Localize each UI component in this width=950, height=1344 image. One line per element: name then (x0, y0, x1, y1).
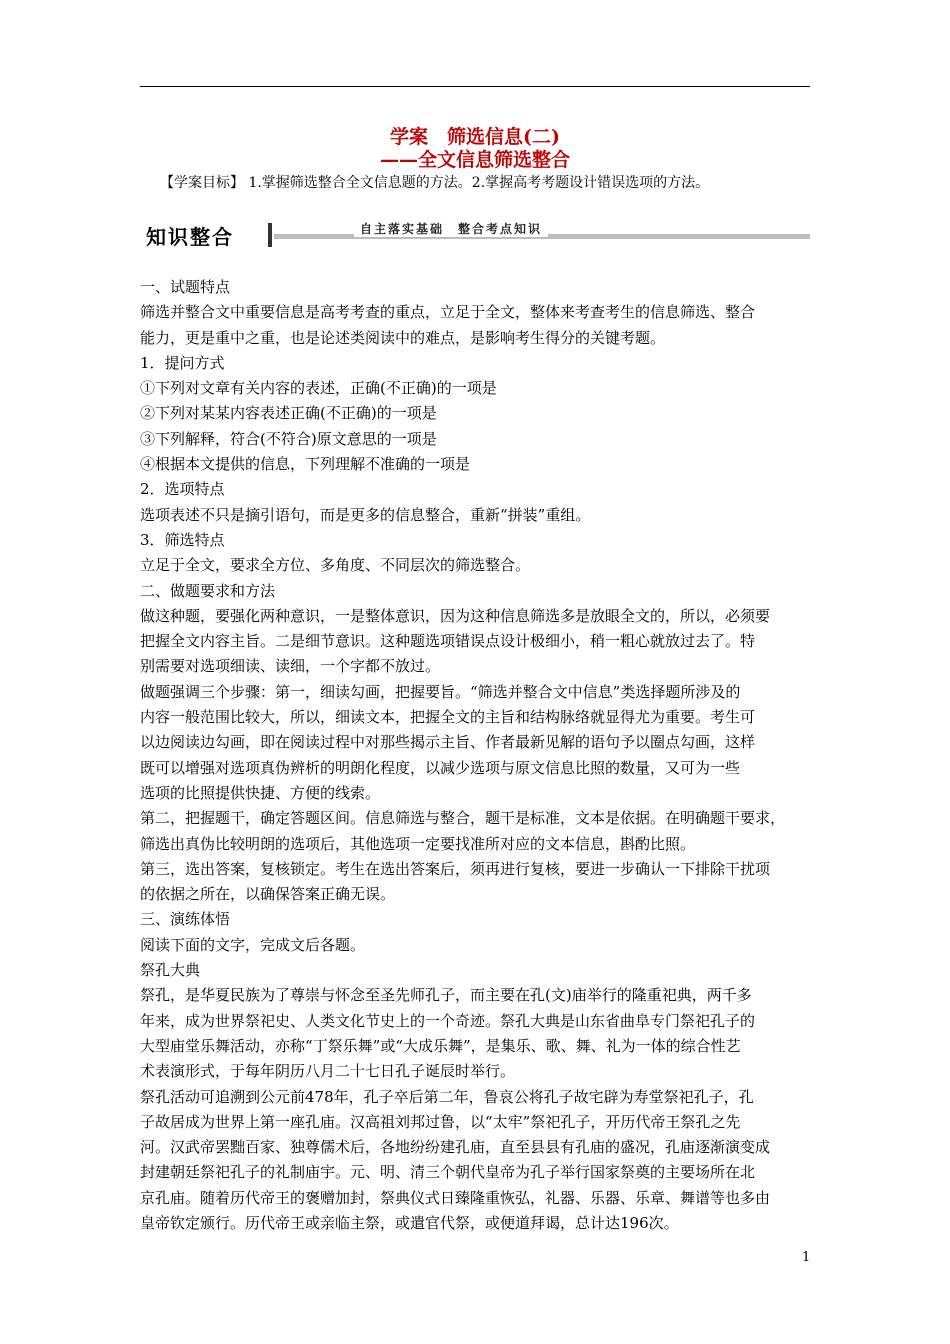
text-line: 既可以增强对选项真伪辨析的明朗化程度，以减少选项与原文信息比照的数量，又可为一些 (140, 758, 741, 777)
text-line: 第二，把握题干，确定答题区间。信息筛选与整合，题干是标准，文本是依据。在明确题干要求， (140, 809, 786, 828)
header-rule (140, 86, 810, 87)
text-line: ④根据本文提供的信息，下列理解不准确的一项是 (140, 455, 471, 474)
text-line: ①下列对文章有关内容的表述，正确(不正确)的一项是 (140, 379, 497, 398)
text-line: 第三，选出答案，复核锁定。考生在选出答案后，须再进行复核，要进一步确认一下排除干扰项 (140, 859, 771, 878)
text-line: ②下列对某某内容表述正确(不正确)的一项是 (140, 404, 437, 423)
text-line: 祭孔大典 (140, 961, 201, 980)
text-line: 筛选出真伪比较明朗的选项后，其他选项一定要找准所对应的文本信息，斟酌比照。 (140, 834, 696, 853)
text-line: 一、试题特点 (140, 278, 231, 296)
text-line: ③下列解释，符合(不符合)原文意思的一项是 (140, 429, 437, 448)
text-line: 阅读下面的文字，完成文后各题。 (140, 935, 366, 954)
text-line: 皇帝钦定颁行。历代帝王或亲临主祭，或遣官代祭，或便道拜谒，总计达196次。 (140, 1213, 679, 1232)
banner-divider (268, 223, 272, 247)
text-line: 选项的比照提供快捷、方便的线索。 (140, 783, 381, 802)
body-text (140, 275, 812, 1236)
text-line: 筛选并整合文中重要信息是高考考查的重点，立足于全文，整体来考查考生的信息筛选、整合 (140, 303, 756, 322)
page-title: 学案 筛选信息(二) (390, 126, 560, 148)
text-line: 三、演练体悟 (140, 910, 231, 929)
text-line: 大型庙堂乐舞活动，亦称“丁祭乐舞”或“大成乐舞”，是集乐、歌、舞、礼为一体的综合性艺 (140, 1036, 741, 1055)
text-line: 做这种题，要强化两种意识，一是整体意识，因为这种信息筛选多是放眼全文的，所以，必须要 (140, 606, 771, 625)
text-line: 3．筛选特点 (140, 530, 225, 549)
text-line: 能力，更是重中之重，也是论述类阅读中的难点，是影响考生得分的关键考题。 (140, 328, 666, 347)
text-line: 别需要对选项细读、读细，一个字都不放过。 (140, 657, 441, 676)
text-line: 做题强调三个步骤：第一，细读勾画，把握要旨。“筛选并整合文中信息”类选择题所涉及的 (140, 682, 741, 701)
text-line: 把握全文内容主旨。二是细节意识。这种题选项错误点设计极细小，稍一粗心就放过去了。特 (140, 632, 756, 651)
text-line: 子故居成为世界上第一座孔庙。汉高祖刘邦过鲁，以“太牢”祭祀孔子，开历代帝王祭孔之先 (140, 1112, 741, 1131)
text-line: 京孔庙。随着历代帝王的褒赠加封，祭典仪式日臻隆重恢弘，礼器、乐器、乐章、舞谱等也多由 (140, 1188, 771, 1207)
text-line: 封建朝廷祭祀孔子的礼制庙宇。元、明、清三个朝代皇帝为孔子举行国家祭奠的主要场所在北 (140, 1163, 756, 1182)
text-line: 选项表述不只是摘引语句，而是更多的信息整合，重新“拼装”重组。 (140, 505, 591, 524)
learning-objective: 【学案目标】 1.掌握筛选整合全文信息题的方法。2.掌握高考考题设计错误选项的方法。 (160, 175, 710, 191)
text-line: 河。汉武帝罢黜百家、独尊儒术后，各地纷纷建孔庙，直至县县有孔庙的盛况，孔庙逐渐演变成 (140, 1138, 771, 1157)
banner-title: 知识整合 (146, 225, 234, 249)
text-line: 年来，成为世界祭祀史、人类文化节史上的一个奇迹。祭孔大典是山东省曲阜专门祭祀孔子的 (140, 1011, 756, 1030)
text-line: 立足于全文，要求全方位、多角度、不同层次的筛选整合。 (140, 556, 531, 575)
banner-subtitle: 自主落实基础 整合考点知识 (354, 220, 548, 237)
text-line: 内容一般范围比较大，所以，细读文本，把握全文的主旨和结构脉络就显得尤为重要。考生可 (140, 708, 756, 727)
text-line: 二、做题要求和方法 (140, 581, 276, 600)
text-line: 的依据之所在，以确保答案正确无误。 (140, 885, 396, 904)
text-line: 2．选项特点 (140, 480, 225, 499)
section-banner (140, 219, 810, 249)
text-line: 祭孔活动可追溯到公元前478年，孔子卒后第二年，鲁哀公将孔子故宅辟为寿堂祭祀孔子，孔 (140, 1087, 754, 1106)
text-line: 祭孔，是华夏民族为了尊崇与怀念至圣先师孔子，而主要在孔(文)庙举行的隆重祀典，两千多 (140, 986, 752, 1005)
text-line: 术表演形式，于每年阴历八月二十七日孔子诞辰时举行。 (140, 1062, 516, 1081)
page-number: 1 (802, 1250, 811, 1265)
text-line: 以边阅读边勾画，即在阅读过程中对那些揭示主旨、作者最新见解的语句予以圈点勾画，这样 (140, 733, 756, 752)
text-line: 1．提问方式 (140, 353, 225, 372)
page-subtitle: ——全文信息筛选整合 (379, 149, 570, 171)
